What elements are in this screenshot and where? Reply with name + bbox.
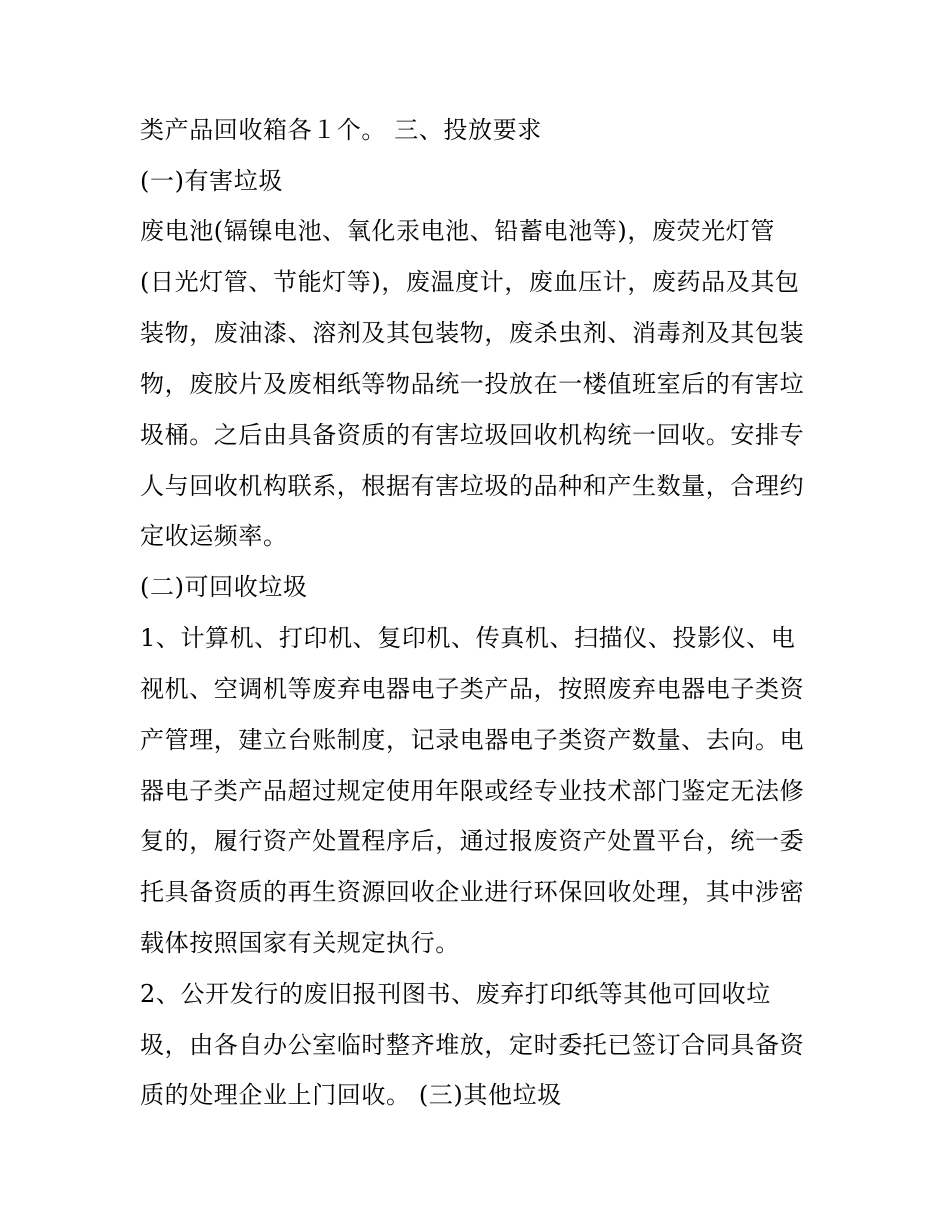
text-line: 圾桶。之后由具备资质的有害垃圾回收机构统一回收。安排专 xyxy=(140,421,805,449)
text-line: 复的，履行资产处置程序后，通过报废资产处置平台，统一委 xyxy=(140,827,805,855)
text-line: 定收运频率。 xyxy=(140,522,288,550)
text-line: 类产品回收箱各１个。 三、投放要求 xyxy=(140,116,542,144)
text-line: 视机、空调机等废弃电器电子类产品，按照废弃电器电子类资 xyxy=(140,675,805,703)
text-line: 废电池(镉镍电池、氧化汞电池、铅蓄电池等)，废荧光灯管 xyxy=(140,217,775,245)
text-line: 圾，由各自办公室临时整齐堆放，定时委托已签订合同具备资 xyxy=(140,1031,805,1059)
text-line: 器电子类产品超过规定使用年限或经专业技术部门鉴定无法修 xyxy=(140,777,805,805)
text-line: 质的处理企业上门回收。 (三)其他垃圾 xyxy=(140,1081,562,1109)
text-line: 1、计算机、打印机、复印机、传真机、扫描仪、投影仪、电 xyxy=(140,624,796,652)
text-line: (日光灯管、节能灯等)，废温度计，废血压计，废药品及其包 xyxy=(140,268,800,296)
text-line: 托具备资质的再生资源回收企业进行环保回收处理，其中涉密 xyxy=(140,878,805,906)
section-heading: (二)可回收垃圾 xyxy=(140,573,308,601)
text-line: 物，废胶片及废相纸等物品统一投放在一楼值班室后的有害垃 xyxy=(140,370,805,398)
text-line: 2、公开发行的废旧报刊图书、废弃打印纸等其他可回收垃 xyxy=(140,980,771,1008)
text-line: 人与回收机构联系，根据有害垃圾的品种和产生数量，合理约 xyxy=(140,472,805,500)
text-line: 产管理，建立台账制度，记录电器电子类资产数量、去向。电 xyxy=(140,726,805,754)
text-line: 装物，废油漆、溶剂及其包装物，废杀虫剂、消毒剂及其包装 xyxy=(140,319,805,347)
text-line: 载体按照国家有关规定执行。 xyxy=(140,929,460,957)
section-heading: (一)有害垃圾 xyxy=(140,167,283,195)
